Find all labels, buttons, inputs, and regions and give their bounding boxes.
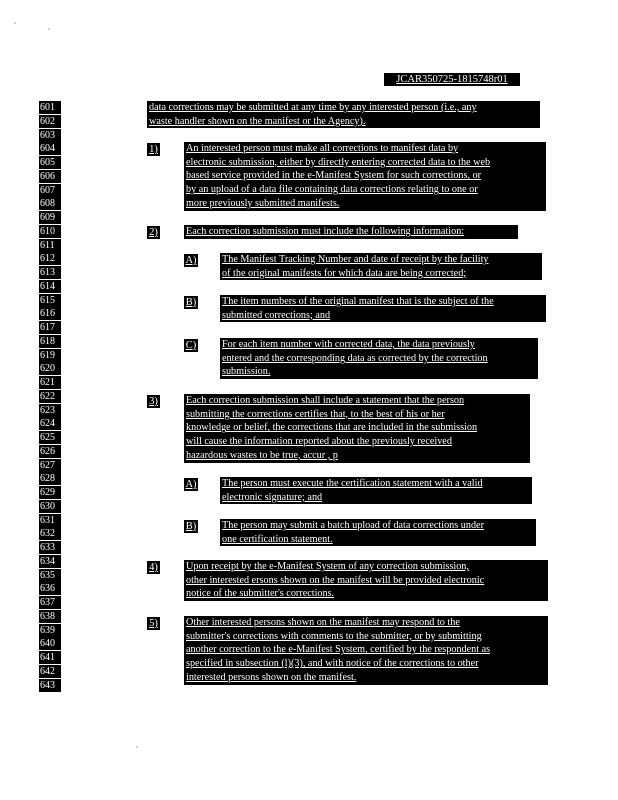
text-line: based service provided in the e-Manifest System for such corrections, or	[186, 170, 482, 182]
subitem-paragraph	[220, 295, 546, 322]
line-number: 634	[39, 555, 61, 568]
line-number: 626	[39, 445, 61, 458]
line-number: 619	[39, 349, 61, 362]
item-label: 2)	[147, 226, 160, 239]
line-number: 617	[39, 321, 61, 334]
item-label: 3)	[147, 395, 160, 408]
subitem-label: B)	[185, 297, 197, 308]
text-line: knowledge or belief, the corrections that are included in the submission	[186, 422, 478, 434]
line-number: 639	[39, 624, 61, 637]
text-line: The person must execute the certification statement with a valid	[222, 478, 483, 489]
line-number: 640	[39, 637, 61, 650]
subitem-label: B)	[185, 521, 197, 532]
line-number: 629	[39, 486, 61, 499]
text-line: data corrections may be submitted at any time by any interested person (i.e., any	[149, 102, 477, 113]
scan-speck	[48, 28, 50, 30]
subitem-paragraph	[220, 519, 536, 546]
text-line: of the original manifests for which data are being corrected;	[222, 267, 467, 279]
line-number: 611	[39, 239, 61, 252]
text-line: interested persons shown on the manifest.	[186, 671, 357, 683]
text-line: An interested person must make all corrections to manifest data by	[186, 143, 459, 154]
text-line: Upon receipt by the e-Manifest System of any correction submission,	[186, 561, 469, 572]
subitem-paragraph	[220, 477, 532, 504]
line-number: 609	[39, 211, 61, 224]
intro-paragraph	[147, 101, 540, 128]
line-number: 615	[39, 294, 61, 307]
line-number: 612	[39, 252, 61, 265]
line-number: 625	[39, 431, 61, 444]
text-line: submitter's corrections with comments to the submitter, or by submitting	[186, 630, 482, 642]
item-paragraph	[184, 394, 530, 463]
line-number: 606	[39, 170, 61, 183]
line-number: 635	[39, 569, 61, 582]
line-number: 638	[39, 610, 61, 623]
line-number: 623	[39, 404, 61, 417]
text-line: Each correction submission must include the following information:	[186, 226, 465, 237]
text-line: notice of the submitter's corrections.	[186, 588, 335, 600]
line-number: 602	[39, 115, 61, 128]
line-number: 630	[39, 500, 61, 513]
text-line: specified in subsection (l)(3), and with notice of the corrections to other	[186, 658, 479, 670]
line-number: 628	[39, 472, 61, 485]
text-line: one certification statement.	[222, 533, 333, 545]
item-label: 5)	[147, 617, 160, 630]
text-line: The Manifest Tracking Number and date of receipt by the facility	[222, 254, 489, 265]
text-line: For each item number with corrected data, the data previously	[222, 339, 475, 350]
line-number: 621	[39, 376, 61, 389]
text-line: will cause the information reported about the previously received	[186, 436, 452, 448]
line-number: 610	[39, 225, 61, 238]
line-number: 605	[39, 156, 61, 169]
text-line: hazardous wastes to be true, accur , p	[186, 449, 338, 461]
line-number: 620	[39, 362, 61, 375]
text-line: electronic signature; and	[222, 491, 323, 503]
line-number: 632	[39, 527, 61, 540]
subitem-label: A)	[185, 479, 197, 490]
text-line: The person may submit a batch upload of data corrections under	[222, 520, 484, 531]
line-number: 643	[39, 679, 61, 692]
text-line: The item numbers of the original manifest that is the subject of the	[222, 296, 494, 307]
line-number: 608	[39, 197, 61, 210]
text-line: Each correction submission shall include a statement that the person	[186, 395, 465, 406]
line-number: 624	[39, 417, 61, 430]
line-number: 642	[39, 665, 61, 678]
item-paragraph	[184, 560, 548, 601]
line-number: 601	[39, 101, 61, 114]
text-line: submitted corrections; and	[222, 309, 331, 321]
subitem-label: C)	[185, 340, 197, 351]
line-number: 614	[39, 280, 61, 293]
subitem-label: A)	[185, 255, 197, 266]
scan-speck	[14, 22, 16, 24]
text-line: submission.	[222, 366, 271, 378]
line-number: 631	[39, 514, 61, 527]
line-number: 613	[39, 266, 61, 279]
line-number: 616	[39, 307, 61, 320]
text-line: other interested ersons shown on the manifest will be provided electronic	[186, 574, 485, 586]
line-number: 604	[39, 142, 61, 155]
item-paragraph	[184, 225, 518, 239]
item-paragraph	[184, 616, 548, 685]
line-number: 627	[39, 459, 61, 472]
item-paragraph	[184, 142, 546, 211]
scan-speck	[136, 746, 138, 748]
item-label: 4)	[147, 561, 160, 574]
line-number: 636	[39, 582, 61, 595]
text-line: Other interested persons shown on the manifest may respond to the	[186, 617, 460, 628]
line-number: 637	[39, 596, 61, 609]
text-line: entered and the corresponding data as corrected by the correction	[222, 352, 488, 364]
text-line: by an upload of a data file containing data corrections relating to one or	[186, 184, 478, 196]
line-number: 641	[39, 651, 61, 664]
text-line: submitting the corrections certifies that, to the best of his or her	[186, 408, 445, 420]
line-number: 622	[39, 390, 61, 403]
text-line: electronic submission, either by directly entering corrected data to the web	[186, 156, 491, 168]
line-number: 633	[39, 541, 61, 554]
text-line: more previously submitted manifests.	[186, 197, 340, 209]
line-number: 603	[39, 129, 61, 142]
line-number: 618	[39, 335, 61, 348]
text-line: waste handler shown on the manifest or the Agency).	[149, 115, 366, 127]
document-id: JCAR350725-1815748r01	[384, 73, 520, 86]
item-label: 1)	[147, 143, 160, 156]
subitem-paragraph	[220, 338, 538, 379]
text-line: another correction to the e-Manifest System, certified by the respondent as	[186, 644, 491, 656]
subitem-paragraph	[220, 253, 542, 280]
line-number: 607	[39, 184, 61, 197]
